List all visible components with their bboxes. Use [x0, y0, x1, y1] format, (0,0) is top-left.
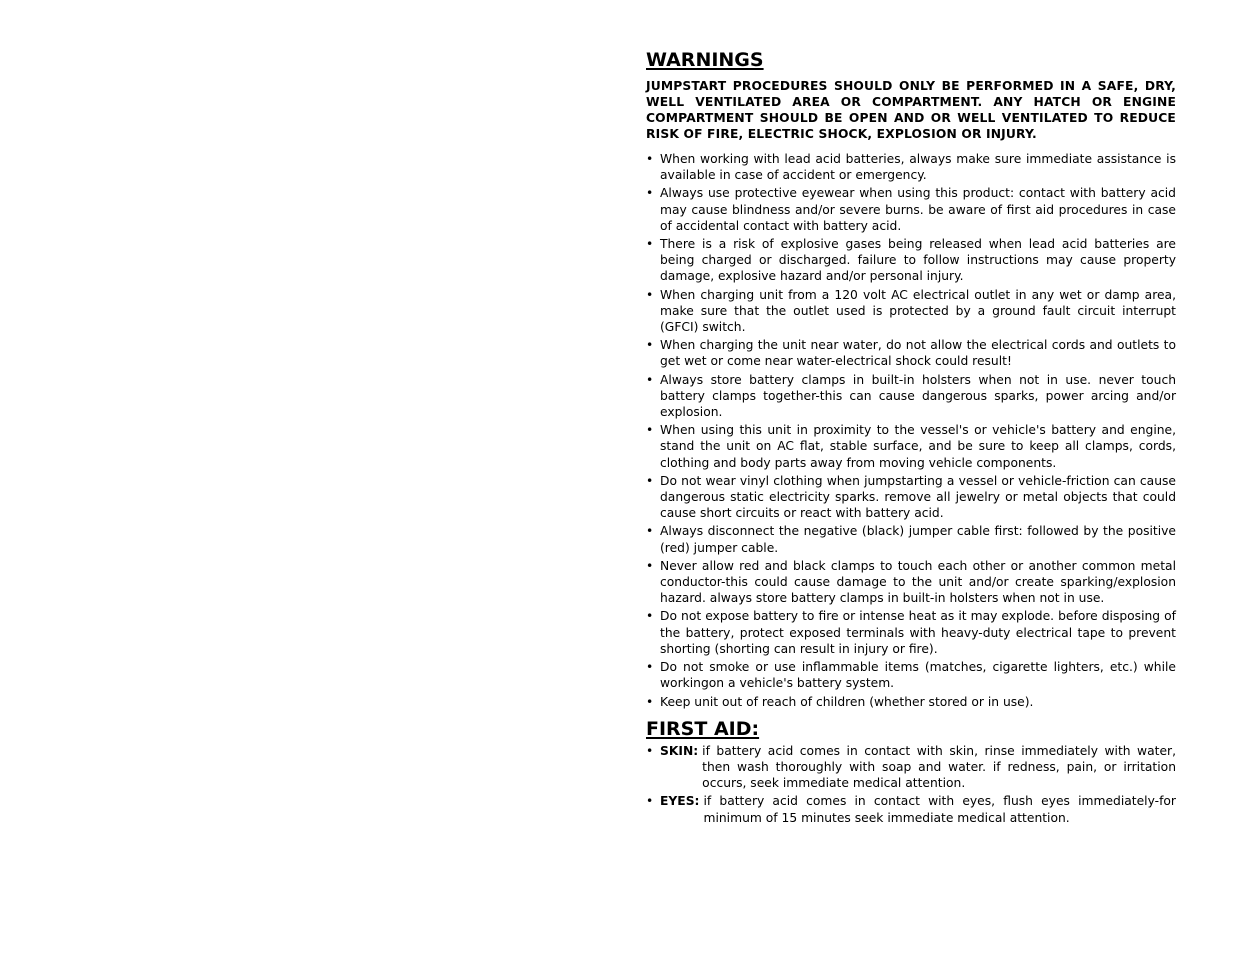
- warning-item: • Never allow red and black clamps to touch each other or another common metal conductor-this could cause damage to the unit and/or create sparking/explosion hazard. always store battery clamps in built-in holsters when not in use.: [646, 558, 1176, 607]
- first-aid-item-eyes: [646, 793, 1176, 825]
- warning-item: • There is a risk of explosive gases being released when lead acid batteries are being charged or discharged. failure to follow instructions may cause property damage, explosive hazard and/or personal injury.: [646, 236, 1176, 285]
- first-aid-term: • EYES:: [660, 794, 700, 809]
- warning-item: • Do not expose battery to fire or intense heat as it may explode. before disposing of the battery, protect exposed terminals with heavy-duty electrical tape to prevent shorting (shorting can result in injury or fire).: [646, 608, 1176, 657]
- warning-item: • When charging the unit near water, do not allow the electrical cords and outlets to get wet or come near water-electrical shock could result!: [646, 337, 1176, 369]
- warning-item: • When working with lead acid batteries, always make sure immediate assistance is available in case of accident or emergency.: [646, 151, 1176, 183]
- warnings-list: [646, 151, 1176, 710]
- first-aid-term: • SKIN:: [660, 743, 699, 758]
- first-aid-list: [646, 743, 1176, 826]
- warnings-heading: WARNINGS: [646, 49, 764, 71]
- first-aid-item-skin: [646, 743, 1176, 792]
- warning-item: • Always use protective eyewear when using this product: contact with battery acid may cause blindness and/or severe burns. be aware of first aid procedures in case of accidental contact with battery acid.: [646, 185, 1176, 234]
- first-aid-heading: FIRST AID:: [646, 717, 760, 740]
- warning-item: • Always store battery clamps in built-in holsters when not in use. never touch battery clamps together-this can cause dangerous sparks, power arcing and/or explosion.: [646, 372, 1176, 421]
- warnings-lead-paragraph: JUMPSTART PROCEDURES SHOULD ONLY BE PERFORMED IN A SAFE, DRY, WELL VENTILATED AREA OR COMPARTMENT. ANY HATCH OR ENGINE COMPARTMENT SHOULD BE OPEN AND OR WELL VENTILATED TO REDUCE RISK OF FIRE, ELECTRIC SHOCK, EXPLOSION OR INJURY.: [646, 79, 1176, 141]
- warning-item: • Do not wear vinyl clothing when jumpstarting a vessel or vehicle-friction can cause dangerous static electricity sparks. remove all jewelry or metal objects that could cause short circuits or react with battery acid.: [646, 473, 1176, 522]
- warning-item: • When charging unit from a 120 volt AC electrical outlet in any wet or damp area, make sure that the outlet used is protected by a ground fault circuit interrupt (GFCI) switch.: [646, 287, 1176, 336]
- warnings-page: [646, 48, 1176, 828]
- warning-item: • When using this unit in proximity to the vessel's or vehicle's battery and engine, stand the unit on AC flat, stable surface, and be sure to keep all clamps, cords, clothing and body parts away from moving vehicle components.: [646, 422, 1176, 471]
- first-aid-text: if battery acid comes in contact with skin, rinse immediately with water, then wash thoroughly with soap and water. if redness, pain, or irritation occurs, seek immediate medical attention.: [702, 743, 1176, 791]
- warning-item: • Keep unit out of reach of children (whether stored or in use).: [646, 694, 1176, 710]
- warning-item: • Do not smoke or use inflammable items (matches, cigarette lighters, etc.) while workingon a vehicle's battery system.: [646, 659, 1176, 691]
- warning-item: • Always disconnect the negative (black) jumper cable first: followed by the positive (red) jumper cable.: [646, 523, 1176, 555]
- first-aid-text: if battery acid comes in contact with eyes, flush eyes immediately-for minimum of 15 minutes seek immediate medical attention.: [703, 794, 1176, 825]
